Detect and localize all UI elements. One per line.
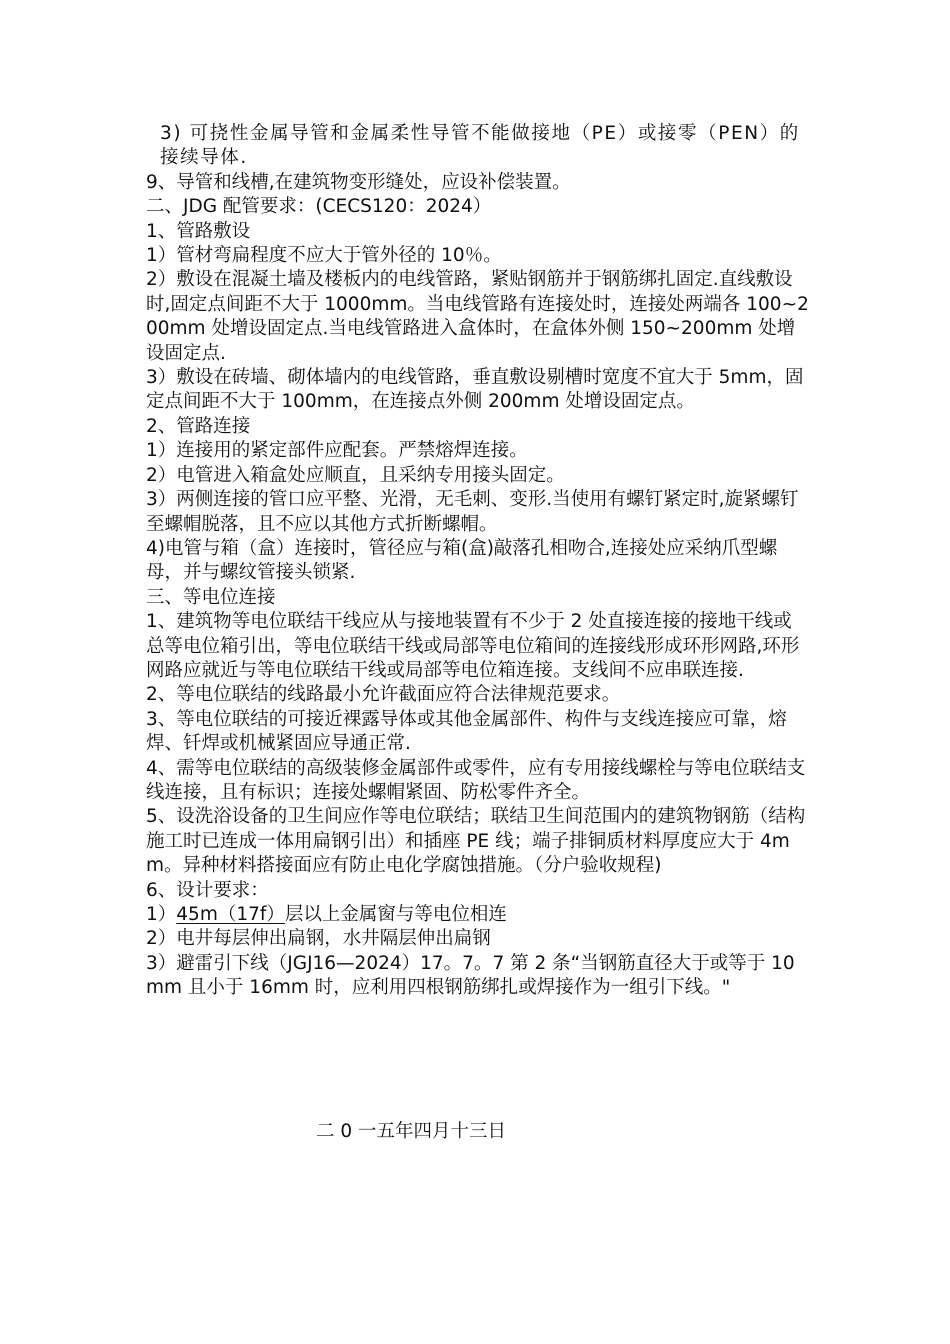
item-bend-flatness: 1）管材弯扁程度不应大于管外径的 10％。 [146,245,502,267]
item-fastening-parts: 1）连接用的紧定部件应配套。严禁熔焊连接。 [146,440,528,462]
section-heading-jdg: 二、JDG 配管要求：(CECS120：2024） [146,196,492,218]
item-lightning-downconductor: 3）避雷引下线（JGJ16—2024）17。7。7 第 2 条“当钢筋直径大于或等于 10mm 且小于 16mm 时，应利用四根钢筋绑扎或焊接作为一组引下线。" [146,952,795,999]
item-decoration-metal: 4、需等电位联结的高级装修金属部件或零件，应有专用接线螺栓与等电位联结支线连接，且有标识；连接处螺帽紧固、防松零件齐全。 [146,757,806,803]
item-flat-steel: 2）电井每层伸出扁钢，水井隔层伸出扁钢 [146,928,491,950]
underlined-height: 45m（17f） [176,904,285,925]
item-box-entry: 2）电管进入箱盒处应顺直，且采纳专用接头固定。 [146,464,565,486]
item-text: 层以上金属窗与等电位相连 [284,904,507,925]
document-body [146,122,810,1001]
subheading-design-requirements: 6、设计要求： [146,879,269,901]
item-metal-windows [146,903,810,927]
document-date: 二 0 一五年四月十三日 [316,1121,507,1142]
subheading-pipe-laying: 1、管路敷设 [146,220,251,242]
subheading-pipe-connection: 2、管路连接 [146,415,251,437]
paragraph-9-expansion-joint: 9、导管和线槽,在建筑物变形缝处，应设补偿装置。 [146,171,571,193]
item-box-connection: 4)电管与箱（盒）连接时，管径应与箱(盒)敲落孔相吻合,连接处应采纳爪型螺母，并与螺纹管接头锁紧. [146,537,778,584]
item-equipotential-mainline: 1、建筑物等电位联结干线应从与接地装置有不少于 2 处直接连接的接地干线或总等电位箱引出，等电位联结干线或局部等电位箱间的连接线形成环形网路,环形网路应就近与等电位联结干线或局部等电位箱连接。支线间不应串联连接. [146,611,800,681]
item-concrete-laying: 2）敷设在混凝土墙及楼板内的电线管路，紧贴钢筋并于钢筋绑扎固定.直线敷设时,固定点间距不大于 1000mm。当电线管路有连接处时，连接处两端各 100~200mm 处增设固定点.当电线管路进入盒体时，在盒体外侧 150~200mm 处增设固定点. [146,269,809,364]
item-pipe-ends: 3）两侧连接的管口应平整、光滑，无毛刺、变形.当使用有螺钉紧定时,旋紧螺钉至螺帽脱落，且不应以其他方式折断螺帽。 [146,489,799,535]
item-exposed-conductors: 3、等电位联结的可接近裸露导体或其他金属部件、构件与支线连接应可靠，熔焊、钎焊或机械紧固应导通正常. [146,708,787,755]
item-bathroom-bonding: 5、设洗浴设备的卫生间应作等电位联结；联结卫生间范围内的建筑物钢筋（结构施工时已连成一体用扁钢引出）和插座 PE 线；端子排铜质材料厚度应大于 4mm。异种材料搭接面应有防止电化学腐蚀措施。（分户验收规程) [146,806,806,877]
item-number: 1） [146,904,177,925]
item-min-section: 2、等电位联结的线路最小允许截面应符合法律规范要求。 [146,684,621,706]
section-heading-equipotential: 三、等电位连接 [146,586,276,608]
item-brick-wall-laying: 3）敷设在砖墙、砌体墙内的电线管路，垂直敷设剔槽时宽度不宜大于 5mm，固定点间距不大于 100mm，在连接点外侧 200mm 处增设固定点。 [146,367,804,413]
paragraph-3-flexible-conduit: 3) 可挠性金属导管和金属柔性导管不能做接地（PE）或接零（PEN）的接续导体. [160,123,800,169]
